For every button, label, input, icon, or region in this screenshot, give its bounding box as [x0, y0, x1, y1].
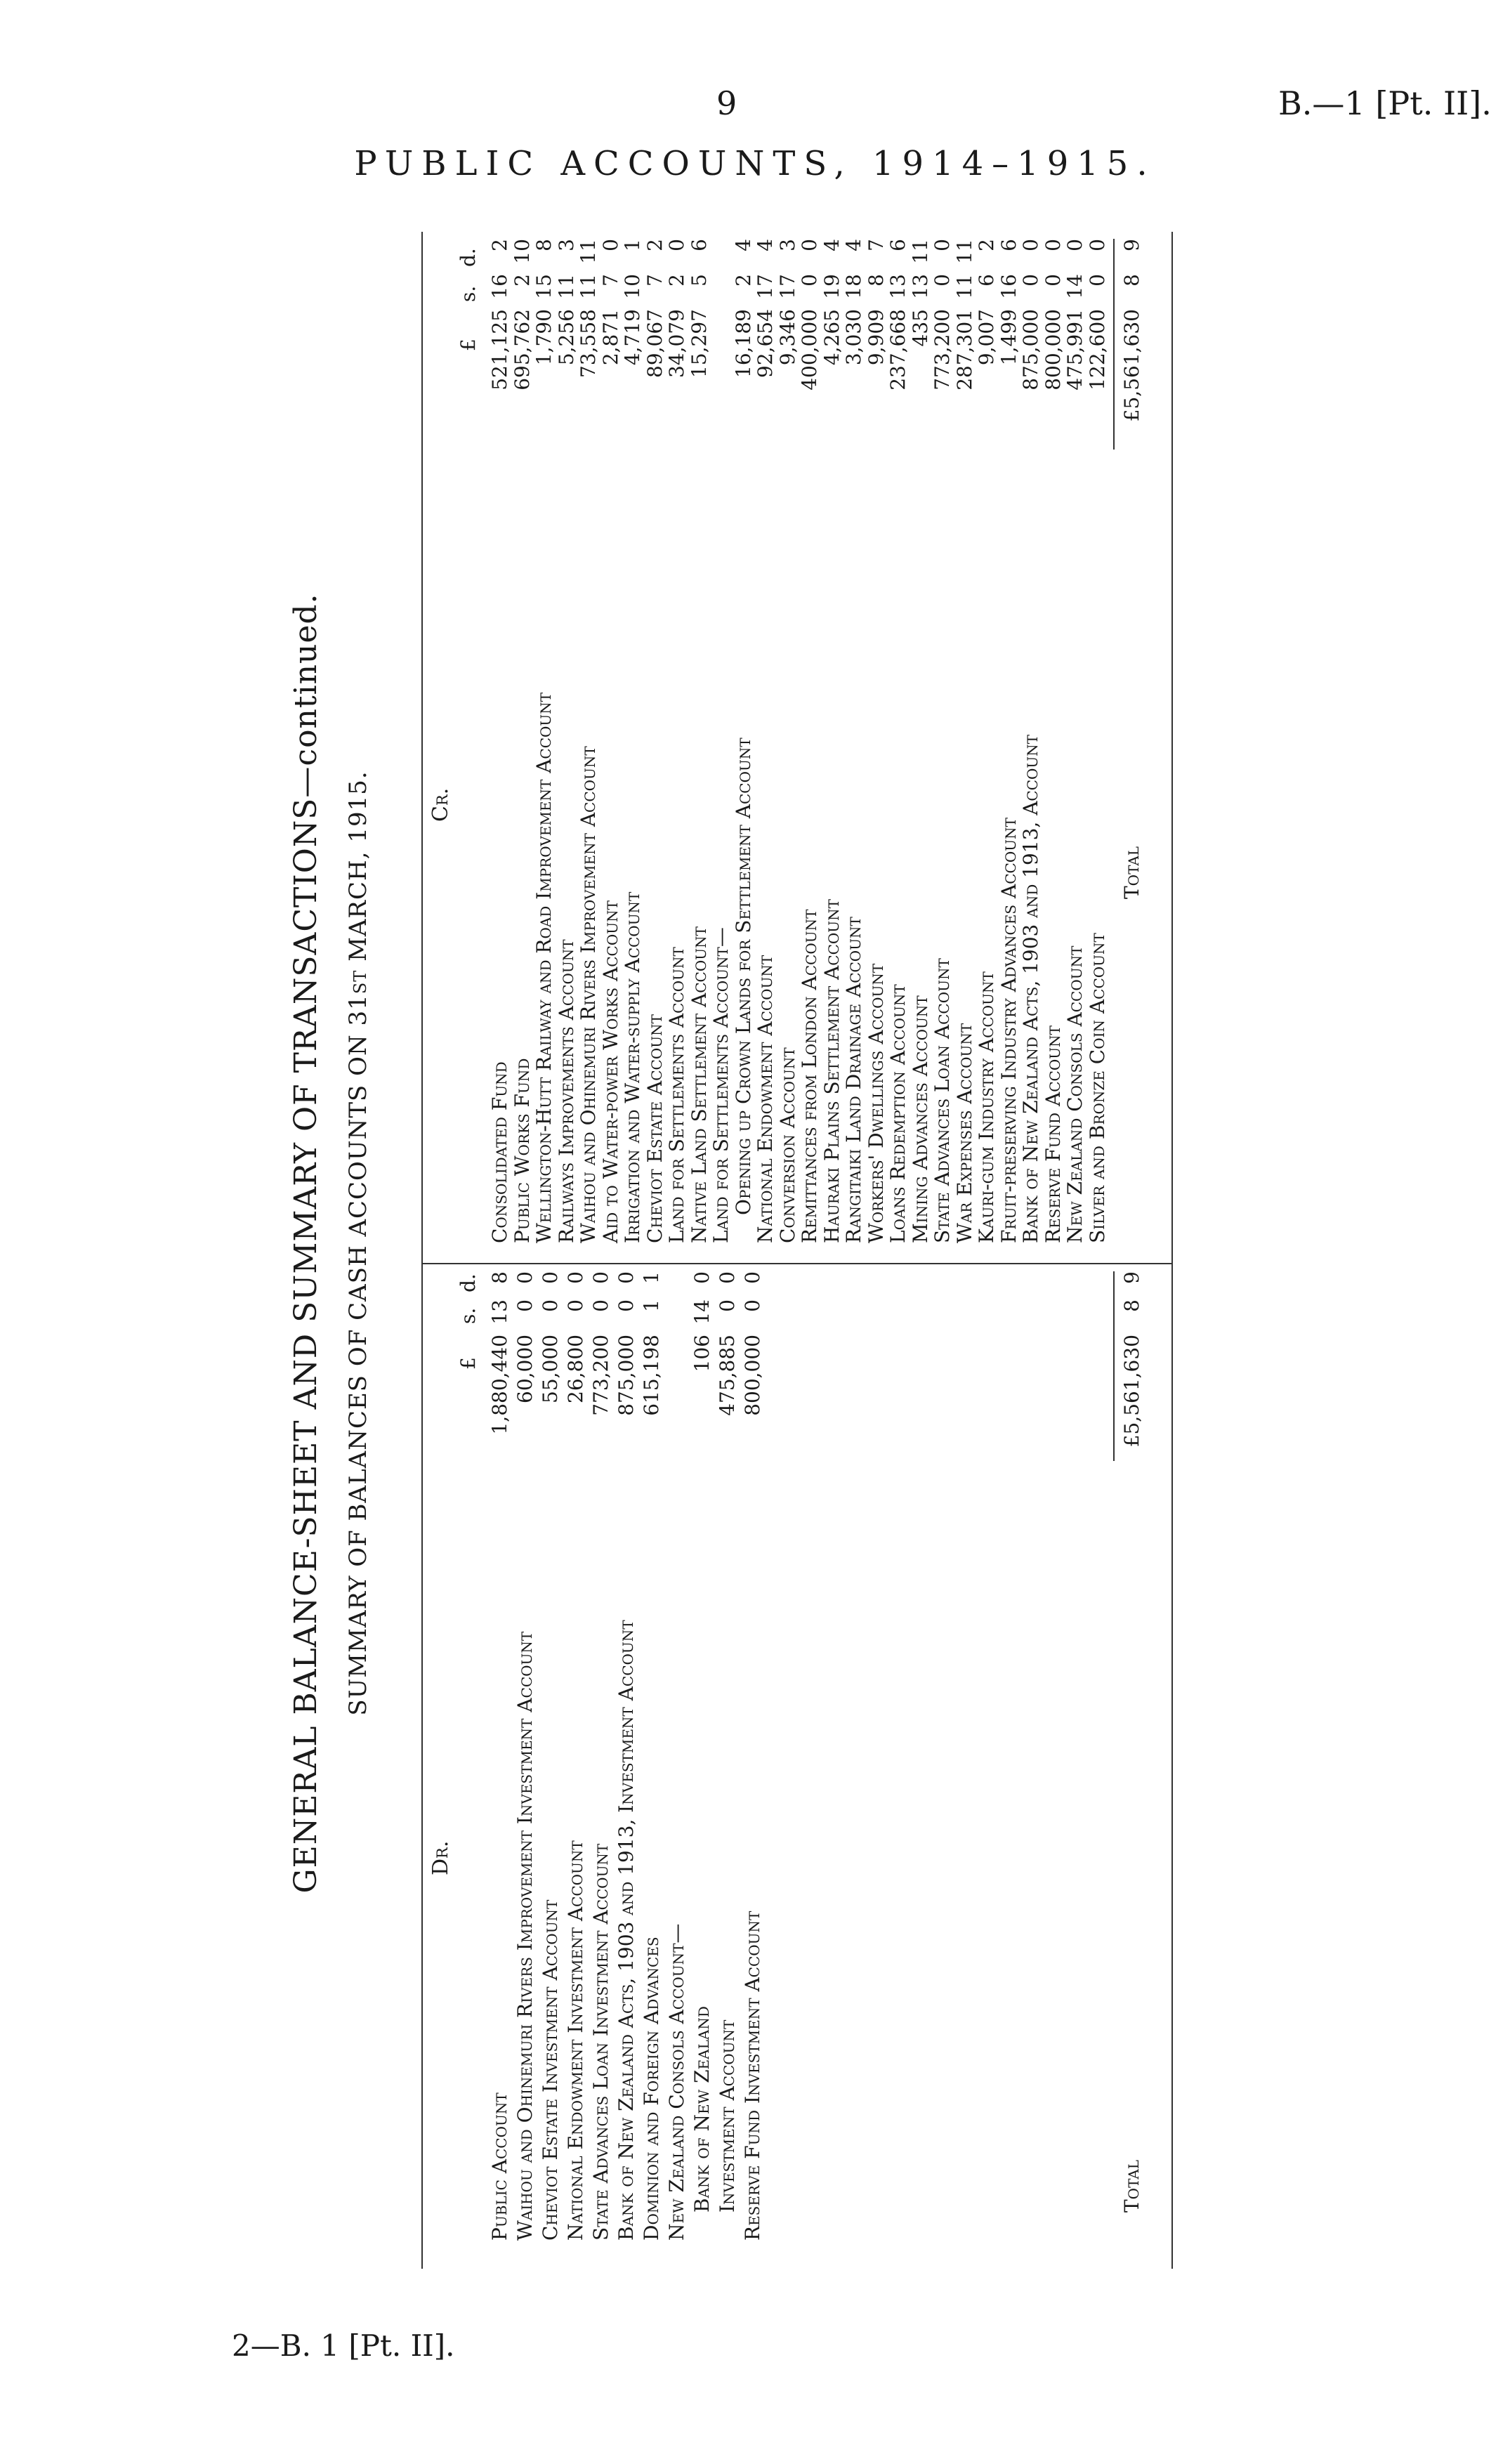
dr-shillings-header: s. [457, 1307, 480, 1324]
dr-row-shillings: 0 [564, 1299, 587, 1312]
dr-row-shillings: 0 [513, 1299, 537, 1312]
cr-row-shillings: 5 [687, 274, 711, 287]
cr-row-pounds: 875,000 [1019, 309, 1042, 391]
table-heading: GENERAL BALANCE-SHEET AND SUMMARY OF TRANSACTIONS—continued. [288, 593, 324, 1894]
dr-row-shillings: 0 [589, 1299, 612, 1312]
cr-row-pence: 0 [1085, 239, 1109, 251]
cr-row-shillings: 8 [864, 274, 888, 287]
dr-total-pounds: £5,561,630 [1120, 1335, 1143, 1448]
cr-row-pounds: 3,030 [842, 309, 865, 366]
cr-row-pence: 4 [731, 239, 755, 251]
dr-row-label: New Zealand Consols Account— [665, 1923, 688, 2241]
dr-row-pounds: 475,885 [716, 1335, 739, 1416]
dr-row-shillings: 0 [615, 1299, 638, 1312]
dr-row-pounds: 106 [690, 1335, 714, 1372]
cr-row-pence: 2 [975, 239, 998, 251]
cr-row-shillings: 10 [621, 274, 644, 299]
dr-table-row [488, 1271, 513, 2241]
cr-row-pence: 6 [687, 239, 711, 251]
cr-row-shillings: 17 [775, 274, 799, 299]
cr-row-shillings: 0 [1085, 274, 1109, 287]
dr-row-pence: 0 [513, 1271, 537, 1284]
cr-row-shillings: 16 [997, 274, 1020, 299]
cr-row-label: Wellington-Hutt Railway and Road Improvement Account [532, 692, 556, 1243]
cr-row-pounds: 4,265 [820, 309, 843, 366]
dr-row-pounds: 26,800 [564, 1335, 587, 1403]
cr-row-pence: 2 [488, 239, 511, 251]
cr-row-shillings: 11 [577, 274, 600, 299]
dr-row-pounds: 875,000 [615, 1335, 638, 1416]
cr-row-pence: 4 [820, 239, 843, 251]
cr-row-label: National Endowment Account [754, 955, 777, 1243]
page-number: 9 [716, 84, 737, 122]
dr-row-pence: 0 [716, 1271, 739, 1284]
cr-row-pence: 10 [510, 239, 534, 264]
cr-row-label: State Advances Loan Account [931, 958, 954, 1243]
dr-row-label: Investment Account [716, 2019, 739, 2213]
cr-row-pounds: 9,346 [775, 309, 799, 366]
dr-table-row [690, 1271, 716, 2241]
dr-row-label: Waihou and Ohinemuri Rivers Improvement Investment Account [513, 1631, 537, 2241]
cr-row-shillings: 0 [1019, 274, 1042, 287]
cr-row-shillings: 19 [820, 274, 843, 299]
dr-row-shillings: 14 [690, 1299, 714, 1325]
dr-pounds-header: £ [457, 1357, 480, 1370]
dr-row-pounds: 1,880,440 [488, 1335, 511, 1435]
cr-row-pence: 2 [643, 239, 667, 251]
cr-row-label: Silver and Bronze Coin Account [1085, 933, 1109, 1243]
cr-row-label: Kauri-gum Industry Account [975, 971, 998, 1243]
cr-row-label: Conversion Account [775, 1047, 799, 1243]
dr-row-pounds: 60,000 [513, 1335, 537, 1403]
cr-row-pounds: 800,000 [1041, 309, 1065, 391]
cr-row-pence: 11 [577, 239, 600, 264]
table-subheading: SUMMARY OF BALANCES OF CASH ACCOUNTS ON 31st MARCH, 1915. [344, 771, 372, 1716]
cr-row-pounds: 5,256 [554, 309, 578, 366]
dr-row-pence: 0 [741, 1271, 764, 1284]
dr-table-row [665, 1271, 690, 2241]
cr-row-shillings: 16 [488, 274, 511, 299]
cr-row-shillings: 0 [798, 274, 821, 287]
dr-row-pence: 0 [615, 1271, 638, 1284]
dr-row-label: Cheviot Estate Investment Account [539, 1899, 562, 2241]
dr-table-row [539, 1271, 564, 2241]
cr-row-pounds: 773,200 [931, 309, 954, 391]
dr-row-shillings: 13 [488, 1299, 511, 1325]
cr-row-pounds: 92,654 [754, 309, 777, 378]
cr-row-label: Reserve Fund Account [1041, 1025, 1065, 1243]
cr-row-pounds: 435 [908, 309, 932, 347]
cr-row-shillings: 2 [731, 274, 755, 287]
dr-row-pence: 8 [488, 1271, 511, 1284]
dr-table-row [615, 1271, 640, 2241]
cr-row-label: Mining Advances Account [908, 995, 932, 1243]
cr-row-label: Workers' Dwellings Account [864, 963, 888, 1243]
dr-row-label: Dominion and Foreign Advances [640, 1937, 663, 2241]
cr-row-pounds: 1,499 [997, 309, 1020, 366]
cr-row-pounds: 4,719 [621, 309, 644, 366]
page-title: PUBLIC ACCOUNTS, 1914–1915. [354, 144, 1156, 183]
dr-table-row [640, 1271, 665, 2241]
cr-row-shillings: 13 [908, 274, 932, 299]
cr-row-label: Loans Redemption Account [886, 984, 910, 1243]
cr-row-shillings: 11 [554, 274, 578, 299]
cr-row-shillings: 7 [598, 274, 622, 287]
cr-pounds-header: £ [457, 339, 480, 351]
cr-row-pounds: 2,871 [598, 309, 622, 366]
cr-row-pence: 7 [864, 239, 888, 251]
dr-row-pence: 0 [589, 1271, 612, 1284]
dr-row-shillings: 0 [741, 1299, 764, 1312]
cr-row-pence: 8 [532, 239, 556, 251]
dr-total-pence: 9 [1120, 1271, 1143, 1284]
cr-row-pounds: 521,125 [488, 309, 511, 391]
cr-row-label: Aid to Water-power Works Account [598, 900, 622, 1243]
dr-table-row [741, 1271, 766, 2241]
cr-row-shillings: 17 [754, 274, 777, 299]
cr-row-pence: 0 [798, 239, 821, 251]
cr-row-label: War Expenses Account [952, 1023, 976, 1243]
cr-row-pounds: 1,790 [532, 309, 556, 366]
cr-row-pence: 0 [931, 239, 954, 251]
cr-pence-header: d. [457, 248, 480, 267]
cr-row-label: Hauraki Plains Settlement Account [820, 899, 843, 1243]
cr-total-pounds: £5,561,630 [1120, 309, 1143, 422]
cr-row-shillings: 13 [886, 274, 910, 299]
cr-row-pounds: 16,189 [731, 309, 755, 378]
cr-total-label: Total [1120, 846, 1143, 899]
cr-row-label: Opening up Crown Lands for Settlement Account [731, 738, 755, 1215]
cr-row-pence: 0 [1041, 239, 1065, 251]
cr-row-pounds: 287,301 [952, 309, 976, 391]
cr-row-label: Land for Settlements Account [665, 947, 688, 1243]
cr-row-label: New Zealand Consols Account [1063, 945, 1086, 1243]
cr-row-label: Remittances from London Account [798, 909, 821, 1243]
dr-row-pounds: 615,198 [640, 1335, 663, 1416]
balance-table [421, 232, 1173, 2269]
cr-row-label: Waihou and Ohinemuri Rivers Improvement Account [577, 746, 600, 1243]
cr-row-shillings: 2 [510, 274, 534, 287]
dr-label: Dr. [428, 1840, 453, 1875]
cr-row-pence: 1 [621, 239, 644, 251]
cr-row-label: Cheviot Estate Account [643, 1014, 667, 1243]
cr-row-shillings: 15 [532, 274, 556, 299]
cr-row-shillings: 2 [665, 274, 688, 287]
dr-row-pence: 0 [539, 1271, 562, 1284]
rotated-table [274, 190, 1187, 2297]
cr-row-label: Native Land Settlement Account [687, 926, 711, 1243]
cr-row-shillings: 7 [643, 274, 667, 287]
cr-row-label: Consolidated Fund [488, 1061, 511, 1243]
dr-row-pence: 0 [564, 1271, 587, 1284]
cr-table-row [1086, 239, 1111, 1243]
cr-label: Cr. [428, 787, 453, 822]
dr-table-row [564, 1271, 589, 2241]
dr-row-label: National Endowment Investment Account [564, 1840, 587, 2241]
cr-row-shillings: 0 [931, 274, 954, 287]
dr-row-label: Bank of New Zealand [690, 2006, 714, 2213]
footer-signature: 2—B. 1 [Pt. II]. [232, 2328, 455, 2363]
cr-row-label: Public Works Fund [510, 1058, 534, 1243]
dr-table-row [716, 1271, 741, 2241]
dr-row-pounds: 800,000 [741, 1335, 764, 1416]
dr-row-pounds: 55,000 [539, 1335, 562, 1403]
cr-row-pence: 4 [754, 239, 777, 251]
dr-table-row [589, 1271, 615, 2241]
dr-row-shillings: 1 [640, 1299, 663, 1312]
cr-row-pence: 0 [1063, 239, 1086, 251]
document-reference: B.—1 [Pt. II]. [1278, 84, 1492, 122]
cr-row-pence: 6 [886, 239, 910, 251]
dr-row-shillings: 0 [716, 1299, 739, 1312]
cr-row-pence: 4 [842, 239, 865, 251]
cr-row-pounds: 475,991 [1063, 309, 1086, 391]
dr-row-label: Reserve Fund Investment Account [741, 1911, 764, 2241]
dr-row-shillings: 0 [539, 1299, 562, 1312]
dr-total-label: Total [1120, 2159, 1143, 2213]
cr-row-label: Land for Settlements Account— [709, 927, 733, 1243]
cr-row-pounds: 400,000 [798, 309, 821, 391]
dr-row-pounds: 773,200 [589, 1335, 612, 1416]
cr-total-pence: 9 [1120, 239, 1143, 251]
cr-row-pence: 3 [554, 239, 578, 251]
cr-row-pounds: 695,762 [510, 309, 534, 391]
cr-row-pounds: 15,297 [687, 309, 711, 378]
cr-row-pounds: 122,600 [1085, 309, 1109, 391]
cr-row-pounds: 89,067 [643, 309, 667, 378]
cr-row-pounds: 9,007 [975, 309, 998, 366]
cr-row-shillings: 0 [1041, 274, 1065, 287]
cr-row-pounds: 73,558 [577, 309, 600, 378]
cr-row-label: Rangitaiki Land Drainage Account [842, 917, 865, 1243]
dr-row-pence: 0 [690, 1271, 714, 1284]
cr-row-pence: 3 [775, 239, 799, 251]
cr-row-label: Railways Improvements Account [554, 939, 578, 1243]
cr-row-pence: 11 [952, 239, 976, 264]
cr-row-shillings: 6 [975, 274, 998, 287]
cr-row-pounds: 34,079 [665, 309, 688, 378]
cr-row-label: Bank of New Zealand Acts, 1903 and 1913, Account [1019, 734, 1042, 1243]
cr-total-shillings: 8 [1120, 274, 1143, 287]
cr-row-pounds: 237,668 [886, 309, 910, 391]
dr-table-row [513, 1271, 539, 2241]
cr-row-pence: 6 [997, 239, 1020, 251]
cr-row-pence: 0 [1019, 239, 1042, 251]
cr-shillings-header: s. [457, 285, 480, 302]
cr-row-pence: 0 [665, 239, 688, 251]
cr-row-pounds: 9,909 [864, 309, 888, 366]
cr-row-label: Irrigation and Water-supply Account [621, 891, 644, 1243]
dr-total-shillings: 8 [1120, 1299, 1143, 1312]
dr-row-pence: 1 [640, 1271, 663, 1284]
cr-row-label: Fruit-preserving Industry Advances Account [997, 818, 1020, 1243]
cr-row-shillings: 11 [952, 274, 976, 299]
dr-row-label: Bank of New Zealand Acts, 1903 and 1913, Investment Account [615, 1620, 638, 2241]
cr-row-shillings: 14 [1063, 274, 1086, 299]
cr-row-pence: 0 [598, 239, 622, 251]
dr-row-label: State Advances Loan Investment Account [589, 1843, 612, 2241]
cr-row-pence: 11 [908, 239, 932, 264]
cr-row-shillings: 18 [842, 274, 865, 299]
dr-row-label: Public Account [488, 2092, 511, 2241]
dr-pence-header: d. [457, 1273, 480, 1292]
